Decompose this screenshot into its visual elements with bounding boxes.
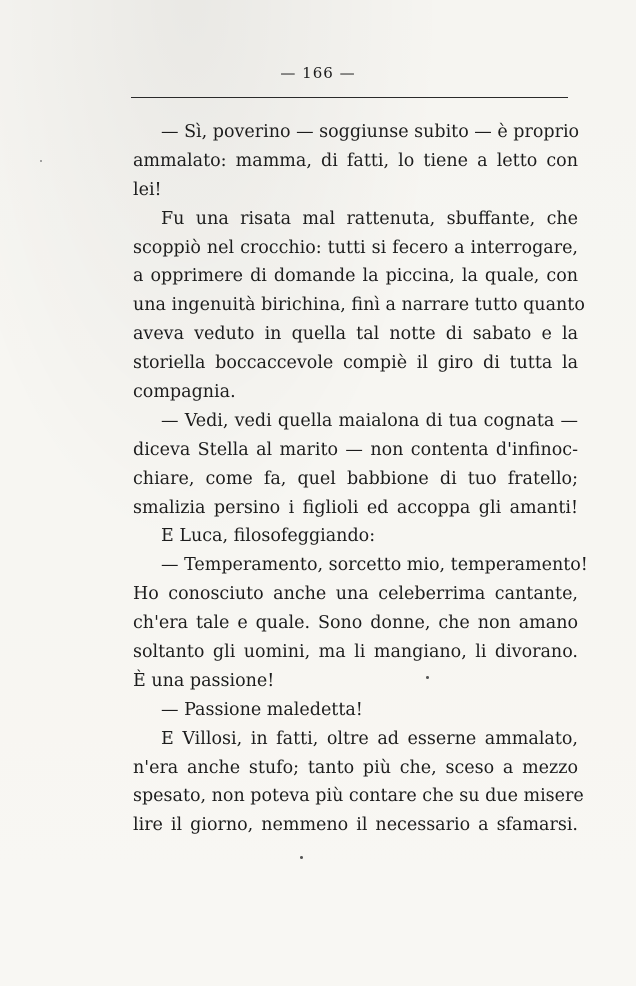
- text-line: ammalato: mamma, di fatti, lo tiene a letto con: [133, 150, 578, 171]
- text-line: È una passione!: [133, 670, 275, 691]
- text-line: Ho conosciuto anche una celeberrima cantante,: [133, 584, 578, 605]
- text-line: lei!: [133, 179, 162, 200]
- header-rule: [131, 97, 568, 98]
- text-line: — Sì, poverino — soggiunse subito — è proprio: [161, 122, 580, 142]
- text-line: compagnia.: [133, 382, 236, 403]
- ink-speck: [40, 160, 42, 162]
- text-line: diceva Stella al marito — non contenta d'infinoc-: [133, 439, 578, 460]
- text-line: smalizia persino i figlioli ed accoppa gli amanti!: [133, 497, 578, 518]
- body-text: [133, 118, 588, 840]
- text-line: n'era anche stufo; tanto più che, sceso a mezzo: [133, 757, 578, 778]
- text-line: lire il giorno, nemmeno il necessario a sfamarsi.: [133, 815, 578, 836]
- text-line: a opprimere di domande la piccina, la quale, con: [133, 266, 578, 287]
- text-line: storiella boccaccevole compiè il giro di tutta la: [133, 353, 578, 374]
- text-line: Fu una risata mal rattenuta, sbuffante, che: [161, 208, 578, 229]
- text-line: E Villosi, in fatti, oltre ad esserne ammalato,: [161, 728, 578, 749]
- text-line: aveva veduto in quella tal notte di sabato e la: [133, 324, 578, 345]
- text-line: scoppiò nel crocchio: tutti si fecero a interrogare,: [133, 237, 578, 258]
- text-line: ch'era tale e quale. Sono donne, che non amano: [133, 613, 578, 634]
- text-line: — Passione maledetta!: [161, 699, 363, 720]
- text-line: spesato, non poteva più contare che su due misere: [133, 786, 584, 807]
- page-number: — 166 —: [280, 64, 356, 82]
- ink-speck: [300, 856, 303, 859]
- text-line: — Temperamento, sorcetto mio, temperamento!: [161, 555, 588, 576]
- text-line: E Luca, filosofeggiando:: [161, 526, 376, 547]
- text-line: una ingenuità birichina, finì a narrare tutto quanto: [133, 295, 585, 316]
- ink-speck: [426, 676, 429, 679]
- text-line: soltanto gli uomini, ma li mangiano, li divorano.: [133, 642, 578, 663]
- text-line: chiare, come fa, quel babbione di tuo fratello;: [133, 468, 578, 489]
- text-line: — Vedi, vedi quella maialona di tua cognata —: [161, 410, 578, 431]
